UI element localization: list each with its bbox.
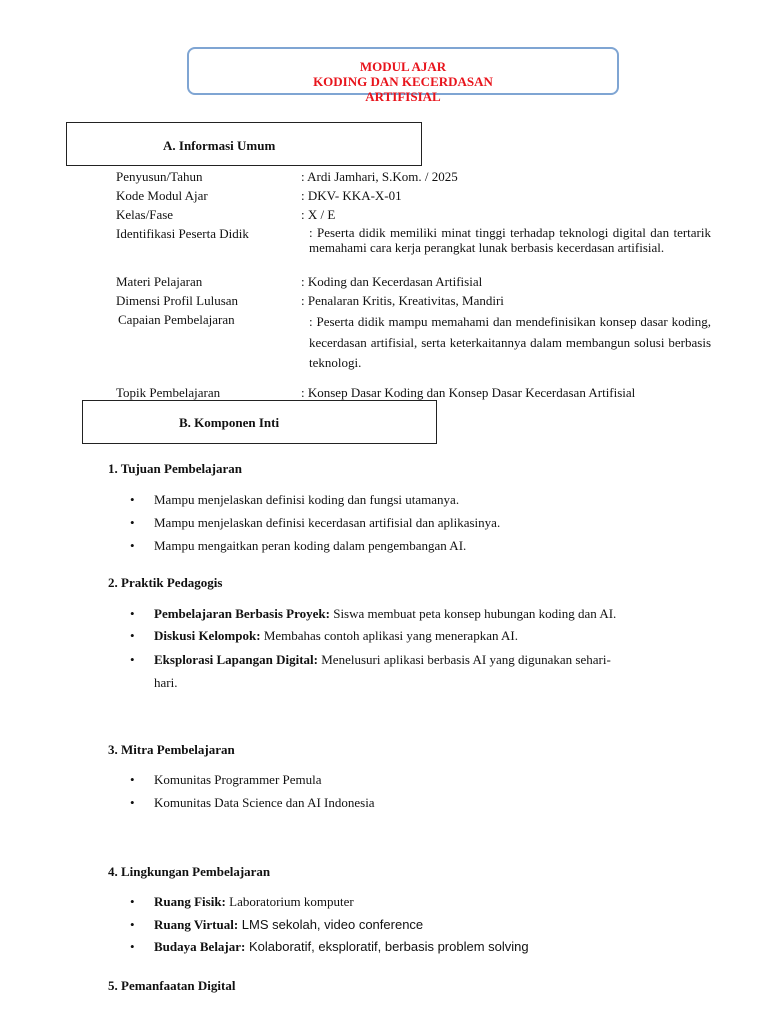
bullet-icon: • [130, 917, 135, 932]
info-label-materi: Materi Pelajaran [116, 274, 203, 289]
praktik-item-3-text: Menelusuri aplikasi berbasis AI yang digunakan sehari- [318, 652, 611, 667]
mitra-item-2: Komunitas Data Science dan AI Indonesia [154, 795, 375, 810]
lingkungan-item-3-text: Kolaboratif, eksploratif, berbasis problem solving [245, 939, 529, 954]
bullet-icon: • [130, 795, 135, 810]
section-b-box [82, 400, 437, 444]
praktik-item-1-text: Siswa membuat peta konsep hubungan koding dan AI. [329, 606, 617, 621]
info-label-kode: Kode Modul Ajar [116, 188, 208, 203]
bullet-icon: • [130, 894, 135, 909]
bullet-icon: • [130, 492, 135, 507]
module-title-line3: ARTIFISIAL [365, 89, 441, 104]
praktik-item-3-continuation: hari. [154, 675, 178, 690]
heading-praktik: 2. Praktik Pedagogis [108, 575, 223, 590]
info-value-dimensi: : Penalaran Kritis, Kreativitas, Mandiri [301, 293, 504, 308]
heading-lingkungan: 4. Lingkungan Pembelajaran [108, 864, 271, 879]
mitra-item-1: Komunitas Programmer Pemula [154, 772, 322, 787]
lingkungan-item-3-label: Budaya Belajar: [154, 939, 246, 954]
info-value-kode: : DKV- KKA-X-01 [301, 188, 402, 203]
bullet-icon: • [130, 538, 135, 553]
module-title-box [187, 47, 619, 104]
bullet-icon: • [130, 772, 135, 787]
bullet-icon: • [130, 628, 135, 643]
info-label-kelas: Kelas/Fase [116, 207, 174, 222]
bullet-icon: • [130, 606, 135, 621]
bullet-icon: • [130, 515, 135, 530]
lingkungan-item-2-text: LMS sekolah, video conference [238, 917, 424, 932]
info-value-capaian: : Peserta didik mampu memahami dan mendefinisikan konsep dasar koding, kecerdasan artifisial, serta keterkaitannya dalam membangun solusi berbasis teknologi. [309, 314, 711, 370]
module-title-line1: MODUL AJAR [359, 59, 447, 74]
lingkungan-item-1-text: Laboratorium komputer [225, 894, 354, 909]
praktik-item-2-label: Diskusi Kelompok: [154, 628, 261, 643]
heading-pemanfaatan: 5. Pemanfaatan Digital [108, 978, 236, 993]
info-value-identifikasi: : Peserta didik memiliki minat tinggi terhadap teknologi digital dan tertarik memahami cara kerja perangkat lunak berbasis kecerdasan artifisial. [309, 225, 711, 255]
info-value-kelas: : X / E [301, 207, 336, 222]
bullet-icon: • [130, 939, 135, 954]
info-value-penyusun: : Ardi Jamhari, S.Kom. / 2025 [301, 169, 458, 184]
info-label-penyusun: Penyusun/Tahun [116, 169, 203, 184]
tujuan-item-1: Mampu menjelaskan definisi koding dan fungsi utamanya. [154, 492, 460, 507]
praktik-item-2-text: Membahas contoh aplikasi yang menerapkan AI. [260, 628, 518, 643]
info-value-materi: : Koding dan Kecerdasan Artifisial [301, 274, 483, 289]
praktik-item-3-label: Eksplorasi Lapangan Digital: [154, 652, 318, 667]
section-b-heading: B. Komponen Inti [179, 415, 280, 430]
bullet-icon: • [130, 652, 135, 667]
lingkungan-item-2-label: Ruang Virtual: [154, 917, 239, 932]
module-title-line2: KODING DAN KECERDASAN [313, 74, 493, 89]
heading-mitra: 3. Mitra Pembelajaran [108, 742, 235, 757]
info-value-topik: : Konsep Dasar Koding dan Konsep Dasar Kecerdasan Artifisial [301, 385, 636, 400]
tujuan-item-2: Mampu menjelaskan definisi kecerdasan artifisial dan aplikasinya. [154, 515, 501, 530]
section-a-heading: A. Informasi Umum [163, 138, 276, 153]
lingkungan-item-1-label: Ruang Fisik: [154, 894, 226, 909]
info-label-identifikasi: Identifikasi Peserta Didik [116, 226, 249, 241]
section-a-box [66, 122, 422, 166]
info-label-dimensi: Dimensi Profil Lulusan [116, 293, 239, 308]
tujuan-item-3: Mampu mengaitkan peran koding dalam pengembangan AI. [154, 538, 467, 553]
heading-tujuan: 1. Tujuan Pembelajaran [108, 461, 242, 476]
info-label-capaian: Capaian Pembelajaran [118, 312, 235, 327]
info-label-topik: Topik Pembelajaran [116, 385, 221, 400]
praktik-item-1-label: Pembelajaran Berbasis Proyek: [154, 606, 330, 621]
